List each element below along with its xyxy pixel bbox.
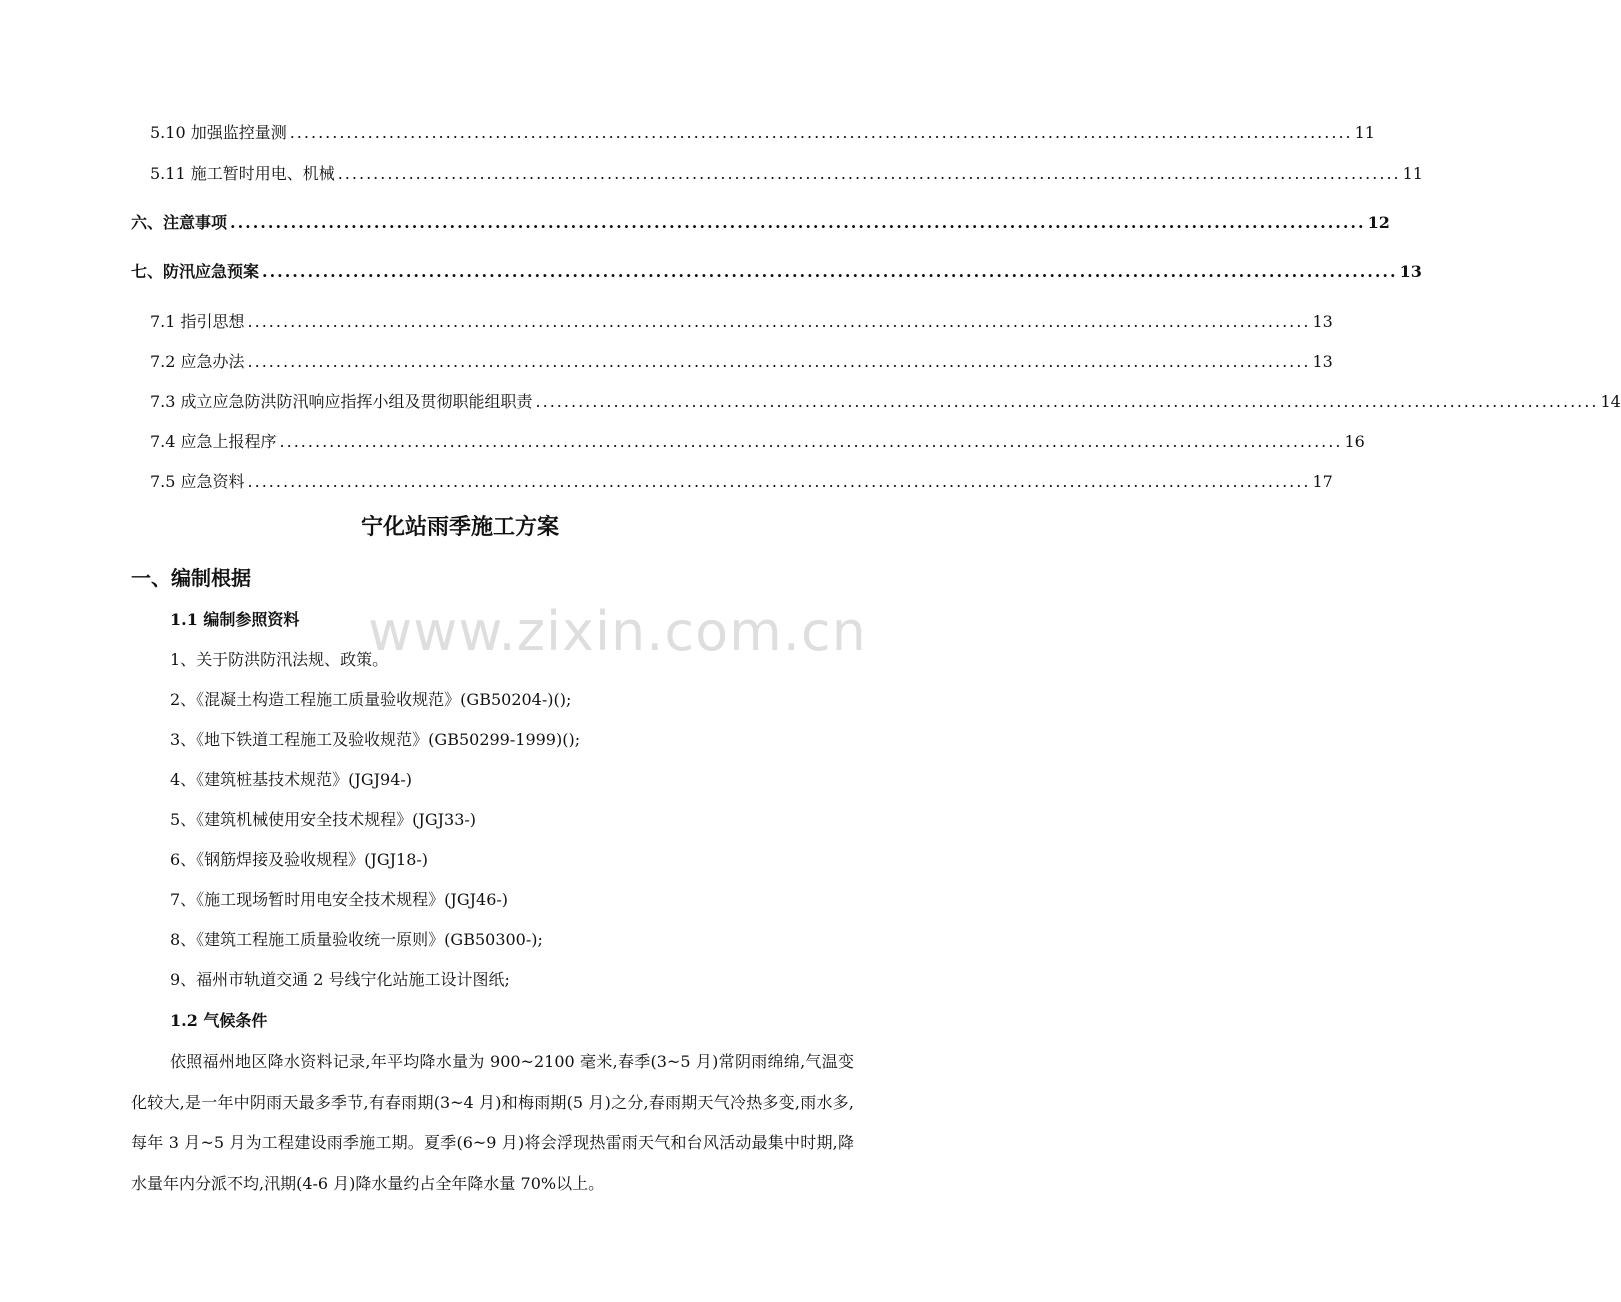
toc-leader: ......................................................................................................................................................: [337, 164, 1401, 183]
toc-item[interactable]: [131, 210, 1390, 233]
toc-leader: ......................................................................................................................................................: [230, 213, 1366, 232]
toc-item-label: 七、防汛应急预案: [131, 262, 260, 281]
watermark: www.zixin.com.cn: [368, 600, 867, 663]
toc-item[interactable]: [150, 389, 1621, 412]
reference-item: 8、《建筑工程施工质量验收统一原则》(GB50300-);: [170, 930, 543, 949]
toc-item-label: 7.5 应急资料: [150, 472, 245, 491]
toc-item[interactable]: [131, 259, 1422, 282]
reference-item: 7、《施工现场暂时用电安全技术规程》(JGJ46-): [170, 890, 509, 909]
toc-leader: ......................................................................................................................................................: [262, 262, 1398, 281]
toc-item-page: 13: [1312, 312, 1333, 331]
toc-item[interactable]: [150, 161, 1423, 184]
toc-item-label: 7.1 指引思想: [150, 312, 245, 331]
document-title: 宁化站雨季施工方案: [360, 514, 559, 540]
subsection-heading: 1.2 气候条件: [170, 1011, 268, 1030]
toc-leader: ......................................................................................................................................................: [247, 352, 1311, 371]
toc-item-page: 11: [1354, 123, 1375, 142]
toc-item-page: 11: [1402, 164, 1423, 183]
reference-item: 6、《钢筋焊接及验收规程》(JGJ18-): [170, 850, 429, 869]
climate-paragraph: 依照福州地区降水资料记录,年平均降水量为 900~2100 毫米,春季(3~5 月)常阴雨绵绵,气温变化较大,是一年中阴雨天最多季节,有春雨期(3~4 月)和梅雨期(5 月)之分,春雨期天气冷热多变,雨水多,每年 3 月~5 月为工程建设雨季施工期。夏季(6~9 月)将会浮现热雷雨天气和台风活动最集中时期,降水量年内分派不均,汛期(4-6 月)降水量约占全年降水量 70%以上。: [131, 1052, 854, 1193]
toc-item-page: 13: [1399, 262, 1422, 281]
toc-item[interactable]: [150, 120, 1375, 143]
toc-leader: ......................................................................................................................................................: [535, 392, 1599, 411]
toc-item-label: 7.4 应急上报程序: [150, 432, 277, 451]
toc-leader: ......................................................................................................................................................: [289, 123, 1353, 142]
reference-item: 4、《建筑桩基技术规范》(JGJ94-): [170, 770, 413, 789]
toc-item-label: 5.11 施工暂时用电、机械: [150, 164, 335, 183]
toc-item-page: 16: [1344, 432, 1365, 451]
reference-item: 5、《建筑机械使用安全技术规程》(JGJ33-): [170, 810, 477, 829]
reference-item: 3、《地下铁道工程施工及验收规范》(GB50299-1999)();: [170, 730, 581, 749]
toc-item-label: 7.2 应急办法: [150, 352, 245, 371]
toc-item[interactable]: [150, 469, 1333, 492]
section-heading: 一、编制根据: [131, 566, 251, 590]
toc-item-label: 5.10 加强监控量测: [150, 123, 287, 142]
reference-item: 2、《混凝土构造工程施工质量验收规范》(GB50204-)();: [170, 690, 572, 709]
toc-leader: ......................................................................................................................................................: [247, 472, 1311, 491]
toc-item-page: 17: [1312, 472, 1333, 491]
toc-item-page: 12: [1367, 213, 1390, 232]
toc-leader: ......................................................................................................................................................: [279, 432, 1343, 451]
toc-item-page: 13: [1312, 352, 1333, 371]
toc-item-page: 14: [1600, 392, 1621, 411]
toc-item-label: 7.3 成立应急防洪防汛响应指挥小组及贯彻职能组职责: [150, 392, 533, 411]
toc-item-label: 六、注意事项: [131, 213, 228, 232]
toc-item[interactable]: [150, 349, 1333, 372]
reference-item: 1、关于防洪防汛法规、政策。: [170, 650, 389, 669]
toc-item[interactable]: [150, 309, 1333, 332]
toc-leader: ......................................................................................................................................................: [247, 312, 1311, 331]
reference-item: 9、福州市轨道交通 2 号线宁化站施工设计图纸;: [170, 970, 510, 989]
subsection-heading: 1.1 编制参照资料: [170, 610, 300, 629]
toc-item[interactable]: [150, 429, 1365, 452]
